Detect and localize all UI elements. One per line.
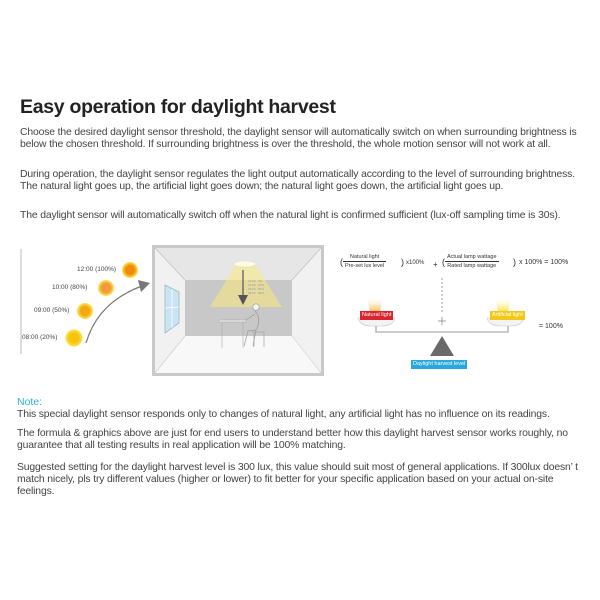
daylight-harvest-level-label: Daylight harvest level xyxy=(413,361,466,367)
room-graphic xyxy=(152,245,324,376)
svg-text:09:00: 09:00 xyxy=(248,287,256,291)
sun-label-0900: 09:00 (50%) xyxy=(34,307,70,314)
fraction-numerator-natural-light: Natural light xyxy=(343,254,386,262)
room-illustration xyxy=(152,245,324,376)
paragraph-switch-off: The daylight sensor will automatically switch off when the natural light is confirmed sufficient (lux-off sampling time is 30s). xyxy=(20,210,561,221)
note-line-suggested-setting: Suggested setting for the daylight harvest level is 300 lux, this value should suit most of general applications. If 300lux doesn’ t match nicely, pls try different values (higher or lower) to fit better for your specific application based on your actual on-site feelings. xyxy=(17,462,578,498)
sun-label-0800: 08:00 (20%) xyxy=(22,334,58,341)
svg-text:10:00: 10:00 xyxy=(248,283,256,287)
paren-open-1: ( xyxy=(340,257,343,267)
note-line-disclaimer: The formula & graphics above are just for end users to understand better how this daylight harvest sensor works roughly, no guarantee that all testing results in real application will be 100% matching. xyxy=(17,428,568,452)
fraction-denominator-rated-wattage: Rated lamp wattage xyxy=(447,263,497,269)
paragraph-operation: During operation, the daylight sensor regulates the light output automatically according to the level of surrounding brightness. The natural light goes up, the artificial light goes down; the natural light goes down, the artificial light goes up. xyxy=(20,169,575,193)
sun-progression-diagram xyxy=(0,240,150,365)
balance-scale-graphic xyxy=(335,245,600,375)
sun-label-1000: 10:00 (80%) xyxy=(52,284,88,291)
note-label: Note: xyxy=(17,396,43,408)
svg-text:50%: 50% xyxy=(258,287,265,291)
plus-sign: + xyxy=(433,260,438,269)
paren-open-2: ( xyxy=(442,257,445,267)
term2-result: x 100% = 100% xyxy=(519,259,569,266)
paren-close-2: ) xyxy=(513,257,516,267)
scale-result: = 100% xyxy=(539,323,563,330)
term1-multiplier: x100% xyxy=(406,260,425,266)
svg-text:12:00: 12:00 xyxy=(248,279,256,283)
paragraph-threshold: Choose the desired daylight sensor threshold, the daylight sensor will automatically switch on when surrounding brightness is below the chosen threshold. If surrounding brightness is over the threshold, the whole motion sensor will not work at all. xyxy=(20,127,577,151)
sun-arc-graphic xyxy=(0,240,150,365)
fraction-denominator-lux-level: Pre-set lux level xyxy=(345,263,385,269)
svg-text:80%: 80% xyxy=(258,291,265,295)
artificial-light-label: Artificial light xyxy=(492,312,523,318)
svg-text:0%: 0% xyxy=(258,279,263,283)
note-line-sensor-response: This special daylight sensor responds only to changes of natural light, any artificial light has no influence on its readings. xyxy=(17,409,550,420)
natural-light-label: Natural light xyxy=(362,312,392,318)
sun-label-1200: 12:00 (100%) xyxy=(77,266,117,273)
svg-text:20%: 20% xyxy=(258,283,265,287)
daylight-formula-diagram xyxy=(335,245,600,375)
fraction-numerator-actual-wattage: Actual lamp wattage xyxy=(447,254,497,260)
page-title: Easy operation for daylight harvest xyxy=(20,96,336,118)
paren-close-1: ) xyxy=(401,257,404,267)
svg-text:08:00: 08:00 xyxy=(248,291,256,295)
